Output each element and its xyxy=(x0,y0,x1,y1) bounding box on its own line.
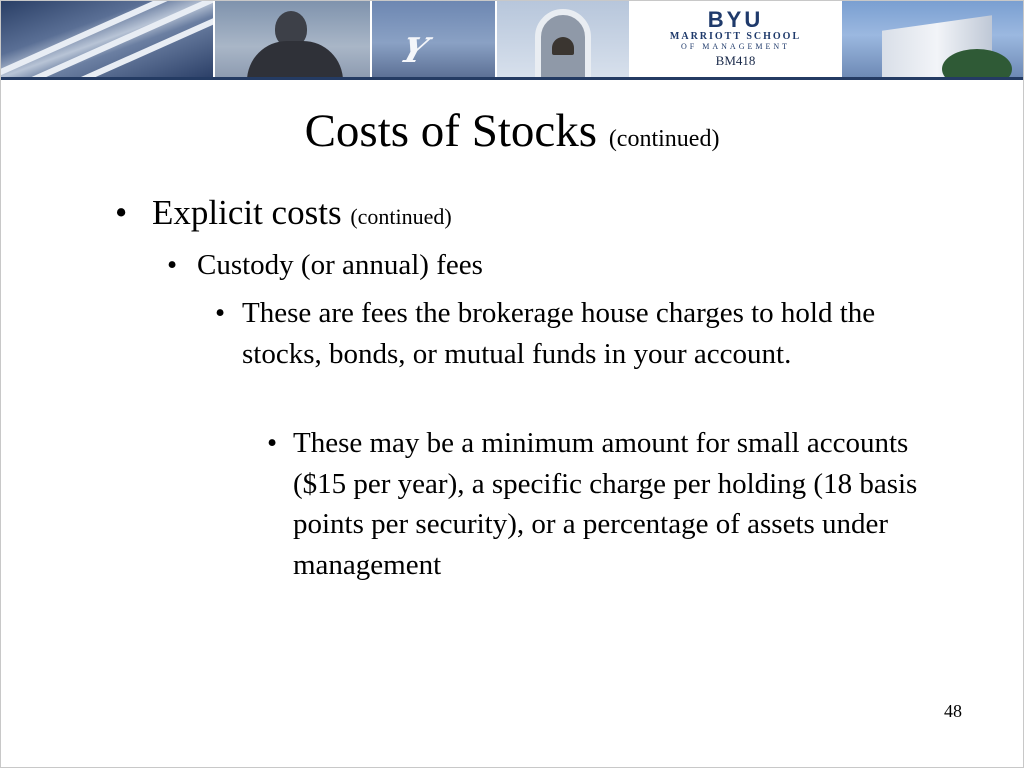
statue-photo xyxy=(215,1,372,77)
tower-photo xyxy=(842,1,1023,77)
bullet-level-1-suffix: (continued) xyxy=(350,204,452,229)
school-name-line1: MARRIOTT SCHOOL xyxy=(669,31,802,42)
bullet-dot-icon: • xyxy=(215,297,226,329)
page-number: 48 xyxy=(944,701,962,721)
slide-title-text: Costs of Stocks xyxy=(304,105,598,157)
slide-title xyxy=(1,101,1023,169)
header-banner xyxy=(1,1,1023,80)
course-code: BM418 xyxy=(715,53,756,68)
mountain-y-photo xyxy=(372,1,497,77)
slide-title-suffix: (continued) xyxy=(608,126,720,152)
bullet-dot-icon: • xyxy=(167,249,178,281)
y-mountain-icon: Y xyxy=(395,31,433,71)
school-name-line2: OF MANAGEMENT xyxy=(681,42,791,51)
bullet-level-2 xyxy=(167,244,867,286)
bullet-dot-icon: • xyxy=(115,193,128,232)
bell-icon xyxy=(552,37,574,55)
bullet-level-1-text: Explicit costs xyxy=(152,193,342,232)
bullet-level-1 xyxy=(115,188,895,242)
bullet-level-4-text: These may be a minimum amount for small accounts ($15 per year), a specific charge per holding (18 basis points per security), or a percentage of assets under management xyxy=(293,427,918,581)
bullet-dot-icon: • xyxy=(267,427,278,459)
bullet-level-2-text: Custody (or annual) fees xyxy=(197,249,483,281)
bullet-level-3-text: These are fees the brokerage house charges to hold the stocks, bonds, or mutual funds in your account. xyxy=(242,297,876,370)
bullet-level-3 xyxy=(215,293,915,374)
bell-tower-photo xyxy=(497,1,632,77)
bullet-level-4 xyxy=(267,423,927,585)
building-photo xyxy=(1,1,215,77)
byu-marriott-logo xyxy=(631,1,841,77)
byu-logo-text: BYU xyxy=(707,7,764,32)
